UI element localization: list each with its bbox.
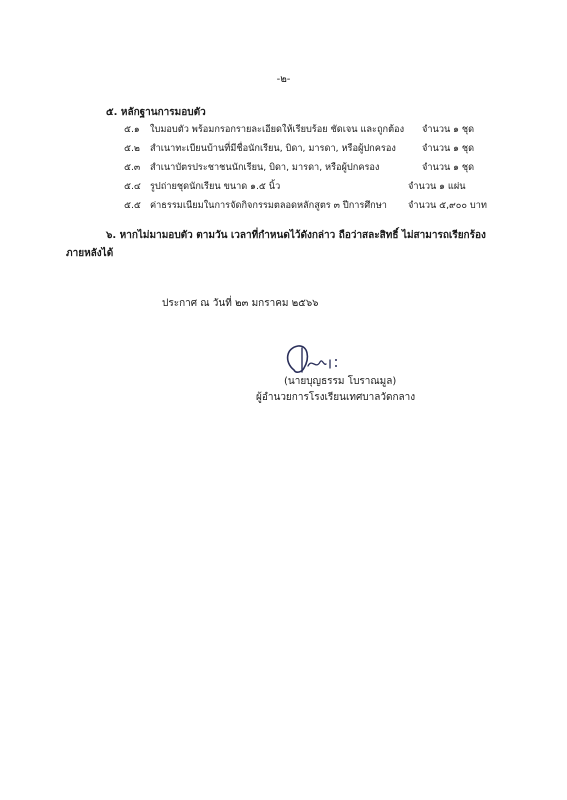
item-text: ใบมอบตัว พร้อมกรอกรายละเอียดให้เรียบร้อย ชัดเจน และถูกต้อง [150,124,405,135]
section-5-heading: ๕. หลักฐานการมอบตัว [106,107,206,118]
signer-title: ผู้อำนวยการโรงเรียนเทศบาลวัดกลาง [256,392,416,403]
page-number: -๒- [276,74,291,85]
item-quantity: จำนวน ๑ ชุด [422,124,475,135]
signer-name: (นายบุญธรรม โบราณมูล) [284,376,397,387]
item-quantity: จำนวน ๑ แผ่น [408,181,466,192]
item-number: ๕.๔ [124,181,141,192]
section-6-line-2: ภายหลังได้ [66,248,114,259]
announcement-date: ประกาศ ณ วันที่ ๒๓ มกราคม ๒๕๖๖ [162,298,319,309]
item-number: ๕.๕ [124,200,141,211]
item-text: ค่าธรรมเนียมในการจัดกิจกรรมตลอดหลักสูตร ๓ ปีการศึกษา [150,200,387,211]
item-quantity: จำนวน ๕,๙๐๐ บาท [408,200,487,211]
item-text: สำเนาทะเบียนบ้านที่มีชื่อนักเรียน, บิดา, มารดา, หรือผู้ปกครอง [150,143,396,154]
item-text: รูปถ่ายชุดนักเรียน ขนาด ๑.๕ นิ้ว [150,181,281,192]
item-number: ๕.๑ [124,124,140,135]
section-6-line-1: ๖. หากไม่มามอบตัว ตามวัน เวลาที่กำหนดไว้ดังกล่าว ถือว่าสละสิทธิ์ ไม่สามารถเรียกร้อง [106,230,486,241]
item-quantity: จำนวน ๑ ชุด [422,162,475,173]
item-text: สำเนาบัตรประชาชนนักเรียน, บิดา, มารดา, หรือผู้ปกครอง [150,162,380,173]
item-number: ๕.๓ [124,162,141,173]
item-number: ๕.๒ [124,143,140,154]
item-quantity: จำนวน ๑ ชุด [422,143,475,154]
